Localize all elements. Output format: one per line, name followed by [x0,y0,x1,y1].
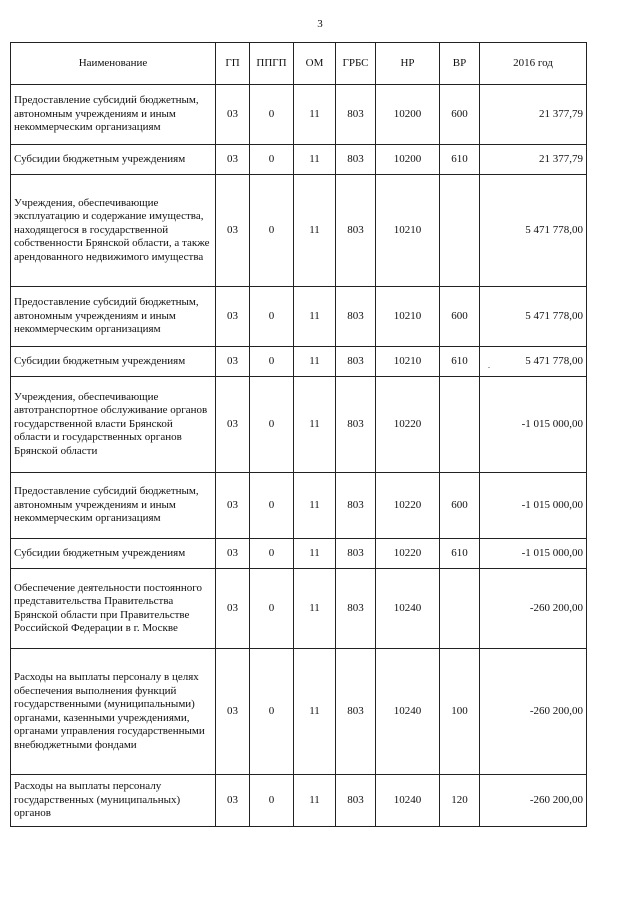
row-nr: 10200 [376,85,440,145]
table-row [11,145,587,175]
row-name: Расходы на выплаты персоналу государственных (муниципальных) органов [11,775,216,827]
row-ppgp: 0 [250,85,294,145]
table-row [11,569,587,649]
header-ppgp: ППГП [250,43,294,85]
row-amount: -1 015 000,00 [480,539,587,569]
row-grbs: 803 [336,287,376,347]
row-om: 11 [294,569,336,649]
row-gp: 03 [216,347,250,377]
row-name: Учреждения, обеспечивающие эксплуатацию и содержание имущества, находящегося в государственной собственности Брянской области, а также арендованного недвижимого имущества [11,175,216,287]
row-om: 11 [294,377,336,473]
row-vr: 600 [440,85,480,145]
row-name: Предоставление субсидий бюджетным, автономным учреждениям и иным некоммерческим организациям [11,473,216,539]
row-ppgp: 0 [250,145,294,175]
row-amount: -260 200,00 [480,775,587,827]
row-amount: 5 471 778,00 [480,175,587,287]
row-ppgp: 0 [250,649,294,775]
row-name: Учреждения, обеспечивающие автотранспортное обслуживание органов государственной власти Брянской области и государственных органов Брянской области [11,377,216,473]
row-ppgp: 0 [250,539,294,569]
header-om: ОМ [294,43,336,85]
row-name: Субсидии бюджетным учреждениям [11,539,216,569]
row-name: Предоставление субсидий бюджетным, автономным учреждениям и иным некоммерческим организациям [11,85,216,145]
header-name: Наименование [11,43,216,85]
row-name: Субсидии бюджетным учреждениям [11,145,216,175]
table-row [11,377,587,473]
table-row [11,473,587,539]
row-amount: 5 471 778,00 [480,347,587,377]
row-gp: 03 [216,473,250,539]
row-nr: 10240 [376,569,440,649]
row-om: 11 [294,539,336,569]
row-nr: 10220 [376,377,440,473]
header-year: 2016 год [480,43,587,85]
row-vr: 100 [440,649,480,775]
row-amount: -1 015 000,00 [480,473,587,539]
budget-table [10,42,587,827]
row-gp: 03 [216,775,250,827]
row-gp: 03 [216,85,250,145]
row-om: 11 [294,287,336,347]
row-grbs: 803 [336,539,376,569]
row-ppgp: 0 [250,377,294,473]
row-gp: 03 [216,287,250,347]
table-row [11,85,587,145]
row-amount: 5 471 778,00 [480,287,587,347]
row-om: 11 [294,85,336,145]
row-ppgp: 0 [250,287,294,347]
row-om: 11 [294,775,336,827]
header-row [11,43,587,85]
row-grbs: 803 [336,145,376,175]
header-nr: НР [376,43,440,85]
row-amount: -260 200,00 [480,649,587,775]
row-amount: -260 200,00 [480,569,587,649]
table-row [11,175,587,287]
table-row [11,539,587,569]
row-grbs: 803 [336,377,376,473]
row-nr: 10220 [376,473,440,539]
header-gp: ГП [216,43,250,85]
row-amount: 21 377,79 [480,145,587,175]
row-gp: 03 [216,569,250,649]
row-vr: 600 [440,473,480,539]
row-gp: 03 [216,175,250,287]
row-nr: 10240 [376,649,440,775]
row-gp: 03 [216,145,250,175]
row-vr [440,175,480,287]
row-om: 11 [294,175,336,287]
row-grbs: 803 [336,569,376,649]
row-vr: 120 [440,775,480,827]
row-vr [440,569,480,649]
header-grbs: ГРБС [336,43,376,85]
page-number: 3 [317,18,323,30]
row-amount: 21 377,79 [480,85,587,145]
row-grbs: 803 [336,347,376,377]
row-gp: 03 [216,377,250,473]
row-nr: 10240 [376,775,440,827]
row-om: 11 [294,347,336,377]
row-nr: 10220 [376,539,440,569]
row-vr: 610 [440,539,480,569]
row-grbs: 803 [336,85,376,145]
row-ppgp: 0 [250,569,294,649]
row-vr [440,377,480,473]
row-om: 11 [294,473,336,539]
row-nr: 10200 [376,145,440,175]
row-om: 11 [294,649,336,775]
row-gp: 03 [216,539,250,569]
row-vr: 600 [440,287,480,347]
row-name: Расходы на выплаты персоналу в целях обеспечения выполнения функций государственными (муниципальными) органами, казенными учреждениями, органами управления государственными внебюджетными фондами [11,649,216,775]
row-grbs: 803 [336,175,376,287]
table-row [11,347,587,377]
row-ppgp: 0 [250,347,294,377]
row-name: Предоставление субсидий бюджетным, автономным учреждениям и иным некоммерческим организациям [11,287,216,347]
table-row [11,287,587,347]
header-vr: ВР [440,43,480,85]
row-grbs: 803 [336,649,376,775]
row-ppgp: 0 [250,175,294,287]
row-gp: 03 [216,649,250,775]
row-grbs: 803 [336,473,376,539]
row-nr: 10210 [376,347,440,377]
table-row [11,775,587,827]
table-row [11,649,587,775]
row-vr: 610 [440,347,480,377]
row-name: Обеспечение деятельности постоянного представительства Правительства Брянской области при Правительстве Российской Федерации в г. Москве [11,569,216,649]
row-om: 11 [294,145,336,175]
row-amount: -1 015 000,00 [480,377,587,473]
row-nr: 10210 [376,175,440,287]
row-vr: 610 [440,145,480,175]
stray-dot: . [488,361,490,370]
row-grbs: 803 [336,775,376,827]
row-name: Субсидии бюджетным учреждениям [11,347,216,377]
row-ppgp: 0 [250,775,294,827]
row-ppgp: 0 [250,473,294,539]
row-nr: 10210 [376,287,440,347]
